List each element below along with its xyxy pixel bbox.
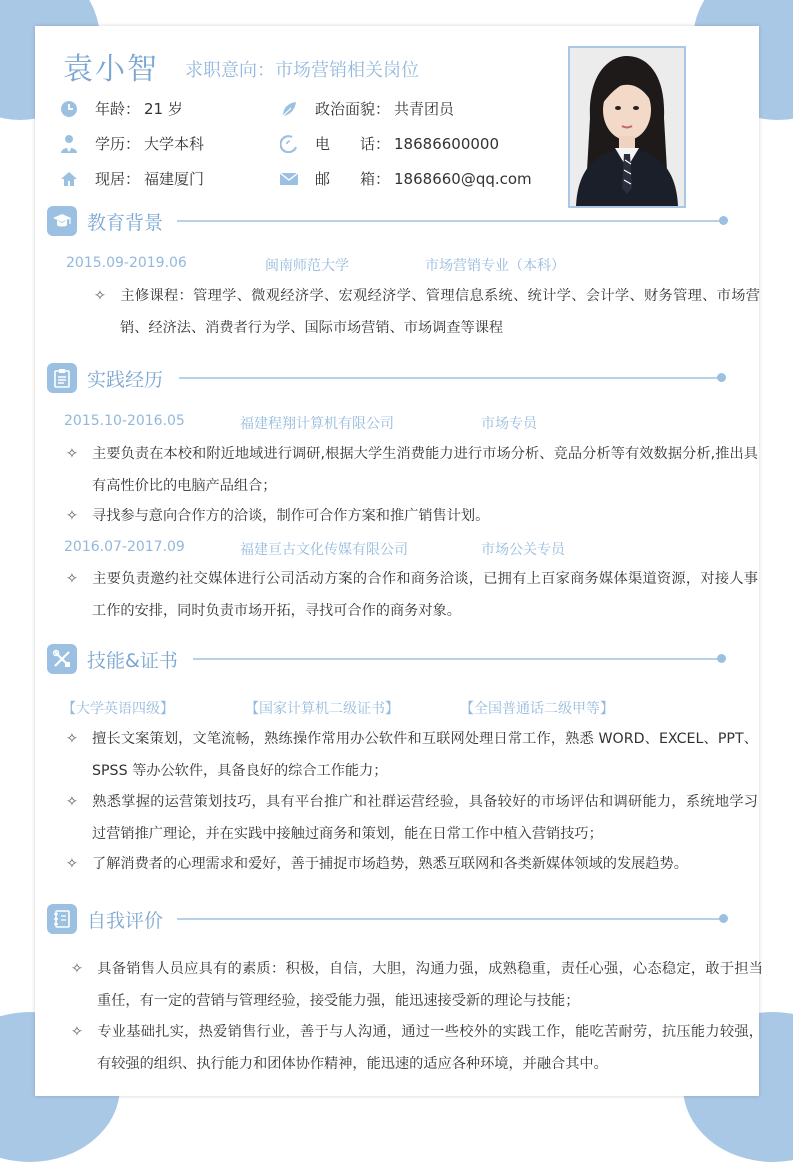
section-title: 自我评价 (87, 910, 164, 932)
clipboard-icon (47, 363, 77, 393)
bullet-text: 专业基础扎实，热爱销售行业，善于与人沟通，通过一些校外的实践工作，能吃苦耐劳，抗压能力较强，有较强的组织、执行能力和团体协作精神，能迅速的适应各种环境，并融合其中。 (97, 1024, 763, 1072)
bullet-mark: ✧ (71, 961, 83, 977)
phone-label: 电 话： (315, 135, 391, 153)
info-political (279, 98, 454, 119)
list-item (66, 848, 758, 880)
job-role: 市场专员 (481, 416, 537, 432)
section-title: 技能&证书 (87, 650, 178, 672)
section-title: 教育背景 (87, 212, 164, 234)
divider-dot (719, 914, 728, 923)
education-value: 大学本科 (144, 135, 205, 153)
bullet-mark: ✧ (71, 1024, 83, 1040)
phone-icon (279, 134, 299, 154)
age-value: 21 岁 (144, 100, 183, 118)
political-value: 共青团员 (394, 100, 455, 118)
list-item (66, 786, 758, 850)
list-item (66, 723, 758, 787)
profile-photo (568, 46, 686, 208)
section-divider (177, 918, 723, 920)
cert-item: 【全国普通话二级甲等】 (460, 701, 614, 717)
cert-item: 【国家计算机二级证书】 (245, 701, 399, 717)
location-value: 福建厦门 (144, 170, 205, 188)
divider-dot (717, 654, 726, 663)
divider-dot (717, 373, 726, 382)
bullet-mark: ✧ (66, 508, 78, 524)
notebook-icon (47, 904, 77, 934)
person-icon (59, 134, 79, 154)
clock-icon (59, 99, 79, 119)
section-skills-header (47, 644, 737, 676)
bullet-text: 熟悉掌握的运营策划技巧，具有平台推广和社群运营经验，具备较好的市场评估和调研能力，系统地学习过营销推广理论，并在实践中接触过商务和策划，能在日常工作中植入营销技巧； (92, 794, 758, 842)
info-phone (279, 133, 499, 154)
email-label: 邮 箱： (315, 170, 391, 188)
job-company: 福建亘古文化传媒有限公司 (240, 542, 408, 558)
job-company: 福建程翔计算机有限公司 (240, 416, 394, 432)
section-education-header (47, 206, 737, 238)
bullet-text: 主修课程：管理学、微观经济学、宏观经济学、管理信息系统、统计学、会计学、财务管理、市场营销、经济法、消费者行为学、国际市场营销、市场调查等课程 (120, 288, 760, 336)
political-label: 政治面貌： (315, 100, 391, 118)
bullet-mark: ✧ (66, 731, 78, 747)
cert-item: 【大学英语四级】 (62, 701, 174, 717)
section-divider (193, 658, 721, 660)
bullet-mark: ✧ (66, 571, 78, 587)
section-title: 实践经历 (87, 369, 164, 391)
list-item (66, 563, 758, 627)
info-email (279, 168, 532, 189)
mail-icon (279, 169, 299, 189)
info-location (59, 168, 204, 189)
edu-school: 闽南师范大学 (265, 258, 349, 274)
bullet-text: 具备销售人员应具有的素质：积极，自信，大胆，沟通力强，成熟稳重，责任心强，心态稳定，敢于担当重任，有一定的营销与管理经验，接受能力强，能迅速接受新的理论与技能； (97, 961, 763, 1009)
bullet-text: 擅长文案策划，文笔流畅，熟练操作常用办公软件和互联网处理日常工作，熟悉 WORD、EXCEL、PPT、SPSS 等办公软件，具备良好的综合工作能力； (92, 731, 758, 779)
list-item (66, 438, 758, 502)
resume-page (35, 26, 763, 1096)
education-label: 学历： (95, 135, 141, 153)
info-education (59, 133, 204, 154)
bullet-text: 寻找参与意向合作方的洽谈，制作可合作方案和推广销售计划。 (92, 508, 490, 524)
bullet-text: 主要负责在本校和附近地域进行调研,根据大学生消费能力进行市场分析、竞品分析等有效数据分析,推出具有高性价比的电脑产品组合； (92, 446, 758, 494)
section-practice-header (47, 363, 737, 395)
section-divider (179, 377, 721, 379)
graduation-cap-icon (47, 206, 77, 236)
candidate-name: 袁小智 (63, 52, 159, 87)
info-age (59, 98, 183, 119)
bullet-mark: ✧ (66, 856, 78, 872)
location-label: 现居： (95, 170, 141, 188)
bullet-mark: ✧ (66, 446, 78, 462)
job-date: 2016.07-2017.09 (64, 539, 185, 555)
list-item (71, 1016, 763, 1080)
section-self-header (47, 904, 737, 936)
list-item (71, 953, 763, 1017)
email-value: 1868660@qq.com (394, 169, 532, 188)
bullet-text: 主要负责邀约社交媒体进行公司活动方案的合作和商务洽谈，已拥有上百家商务媒体渠道资源，对接人事工作的安排，同时负责市场开拓，寻找可合作的商务对象。 (92, 571, 758, 619)
job-intent: 求职意向：市场营销相关岗位 (185, 60, 419, 81)
leaf-icon (279, 99, 299, 119)
edu-date: 2015.09-2019.06 (66, 255, 187, 271)
bullet-mark: ✧ (66, 794, 78, 810)
age-label: 年龄： (95, 100, 141, 118)
bullet-text: 了解消费者的心理需求和爱好，善于捕捉市场趋势，熟悉互联网和各类新媒体领域的发展趋势。 (92, 856, 688, 872)
section-divider (177, 220, 723, 222)
phone-value: 18686600000 (394, 134, 499, 153)
home-icon (59, 169, 79, 189)
divider-dot (719, 216, 728, 225)
tools-icon (47, 644, 77, 674)
list-item (94, 280, 760, 344)
list-item (66, 500, 758, 532)
edu-major: 市场营销专业（本科） (425, 258, 565, 274)
job-date: 2015.10-2016.05 (64, 413, 185, 429)
job-role: 市场公关专员 (481, 542, 565, 558)
bullet-mark: ✧ (94, 288, 106, 304)
